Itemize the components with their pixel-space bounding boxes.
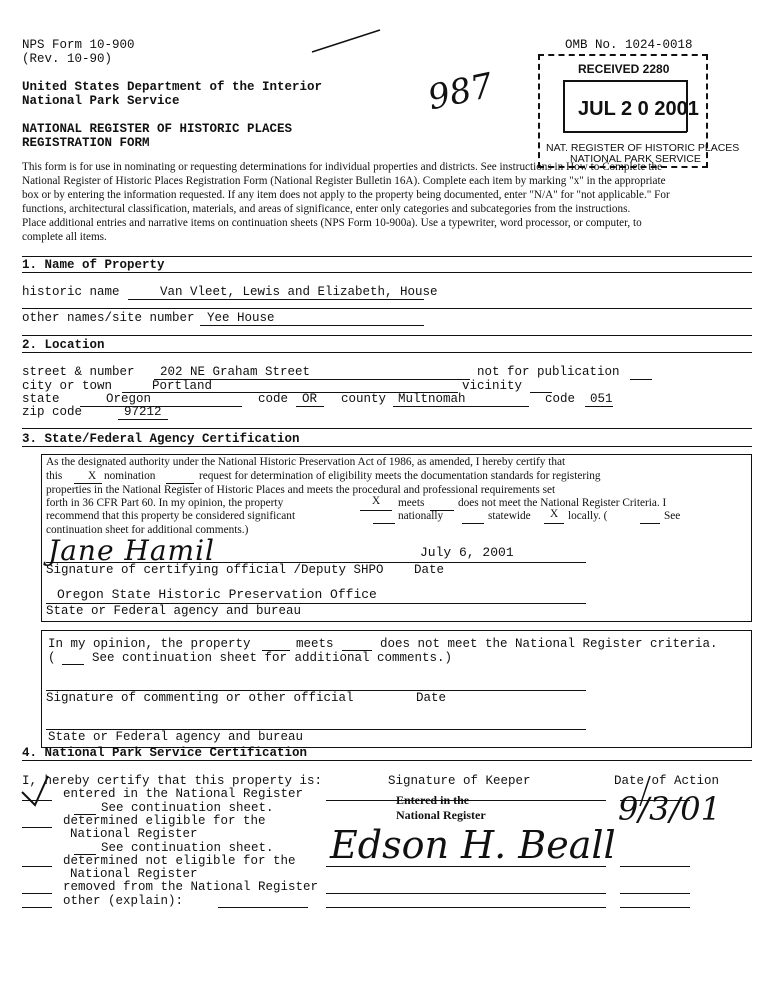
county-value[interactable]: Multnomah [398, 392, 466, 406]
state-label: state [22, 392, 60, 406]
certifying-signature-label: Signature of certifying official /Deputy SHPO [46, 563, 384, 577]
stamp-received: RECEIVED 2280 [578, 62, 670, 76]
instructions-line: National Register of Historic Places Registration Form (National Register Bulletin 16A). Complete each item by marking "x" in the appropriate [22, 175, 666, 187]
cert-line-2a: this [46, 470, 63, 482]
locally-check[interactable]: X [550, 508, 559, 520]
entered-stamp-line2: National Register [396, 808, 486, 822]
omb-number: OMB No. 1024-0018 [565, 38, 693, 52]
entered-label: entered in the National Register [63, 787, 304, 801]
historic-name-label: historic name [22, 285, 120, 299]
opinion-line-1c: does not meet the National Register criteria. [380, 637, 718, 651]
city-value[interactable]: Portland [152, 379, 213, 393]
county-code-label: code [545, 392, 576, 406]
comment-date-label: Date [416, 691, 447, 705]
cert-line-4c: does not meet the National Register Criteria. I [458, 497, 667, 509]
cert-line-6: continuation sheet for additional comments.) [46, 524, 249, 536]
cert-line-5a: recommend that this property be considered significant [46, 510, 296, 522]
not-eligible-label: determined not eligible for the [63, 854, 296, 868]
form-revision: (Rev. 10-90) [22, 52, 113, 66]
instructions-line: complete all items. [22, 231, 107, 243]
not-for-publication-label: not for publication [477, 365, 620, 379]
cert-line-5c: statewide [488, 510, 531, 522]
certifying-agency-label: State or Federal agency and bureau [46, 604, 302, 618]
instructions-line: box or by entering the information requested. If any item does not apply to the property being documented, enter "N/A" for "not applicable." For [22, 189, 670, 201]
other-date-line [620, 907, 690, 908]
city-label: city or town [22, 379, 113, 393]
form-number: NPS Form 10-900 [22, 38, 135, 52]
other-blank[interactable] [22, 907, 52, 908]
certification-date-value[interactable]: July 6, 2001 [420, 545, 514, 560]
section-2-heading: 2. Location [22, 338, 105, 352]
department-name: United States Department of the Interior [22, 80, 323, 94]
cert-line-2b: nomination [104, 470, 156, 482]
handwritten-number: 987 [424, 65, 497, 119]
state-code-value[interactable]: OR [302, 392, 318, 406]
not-eligible-label-2: National Register [70, 867, 198, 881]
street-value[interactable]: 202 NE Graham Street [160, 365, 311, 379]
cert-line-1: As the designated authority under the National Historic Preservation Act of 1986, as amended, I hereby certify that [46, 456, 566, 468]
opinion-line-1a: In my opinion, the property [48, 637, 251, 651]
removed-label: removed from the National Register [63, 880, 319, 894]
comment-signature-label: Signature of commenting or other official [46, 691, 354, 705]
cert-line-5d: locally. ( [568, 510, 608, 522]
opinion-line-1b: meets [296, 637, 334, 651]
zip-label: zip code [22, 405, 83, 419]
certification-date-label: Date [414, 563, 445, 577]
entered-blank[interactable] [22, 800, 52, 801]
zip-value[interactable]: 97212 [124, 405, 162, 419]
meets-check[interactable]: X [372, 495, 381, 507]
nps-certify-text: I, hereby certify that this property is: [22, 774, 323, 788]
eligible-blank[interactable] [22, 827, 52, 828]
street-label: street & number [22, 365, 135, 379]
comment-agency-label: State or Federal agency and bureau [48, 730, 304, 744]
eligible-continuation-label: See continuation sheet. [101, 841, 274, 855]
state-value[interactable]: Oregon [106, 392, 152, 406]
form-subtitle: REGISTRATION FORM [22, 136, 150, 150]
code-label: code [258, 392, 289, 406]
instructions-line: Place additional entries and narrative items on continuation sheets (NPS Form 10-900a). Use a typewriter, word processor, or computer, to [22, 217, 642, 229]
other-label: other (explain): [63, 894, 184, 908]
cert-line-5e: See [664, 510, 681, 522]
action-date-value[interactable]: 9/3/01 [618, 790, 721, 828]
form-title: NATIONAL REGISTER OF HISTORIC PLACES [22, 122, 293, 136]
not-eligible-date-line [620, 866, 690, 867]
section-4-heading: 4. National Park Service Certification [22, 746, 308, 760]
opinion-line-2b: See continuation sheet for additional comments.) [92, 651, 453, 665]
stamp-line1: NAT. REGISTER OF HISTORIC PLACES [546, 142, 740, 154]
service-name: National Park Service [22, 94, 180, 108]
certifying-signature: Jane Hamil [48, 534, 215, 567]
eligible-label-2: National Register [70, 827, 198, 841]
cert-line-4b: meets [398, 497, 425, 509]
instructions-line: functions, architectural classification, materials, and areas of significance, enter only categories and subcategories from the instructions. [22, 203, 631, 215]
section-1-heading: 1. Name of Property [22, 258, 165, 272]
keeper-signature-label: Signature of Keeper [388, 774, 531, 788]
certifying-agency-value[interactable]: Oregon State Historic Preservation Office [57, 587, 377, 602]
stamp-date: JUL 2 0 2001 [578, 98, 699, 120]
cert-line-5b: nationally [398, 510, 444, 522]
historic-name-value[interactable]: Van Vleet, Lewis and Elizabeth, House [160, 285, 438, 299]
other-names-value[interactable]: Yee House [207, 311, 275, 325]
other-keeper-line [326, 907, 606, 908]
county-code-value[interactable]: 051 [590, 392, 613, 406]
vicinity-label: vicinity [462, 379, 523, 393]
not-eligible-blank[interactable] [22, 866, 52, 867]
removed-date-line [620, 893, 690, 894]
date-of-action-label: Date of Action [614, 774, 720, 788]
entered-continuation-label: See continuation sheet. [101, 801, 274, 815]
cert-line-4a: forth in 36 CFR Part 60. In my opinion, the property [46, 497, 284, 509]
cert-line-2c: request for determination of eligibility meets the documentation standards for registering [199, 470, 601, 482]
other-names-label: other names/site number [22, 311, 195, 325]
keeper-signature: Edson H. Beall [330, 823, 616, 867]
other-explain-line[interactable] [218, 907, 308, 908]
cert-line-3: properties in the National Register of Historic Places and meets the procedural and professional requirements set [46, 484, 556, 496]
opinion-line-2a: ( [48, 651, 56, 665]
removed-keeper-line [326, 893, 606, 894]
stamp-line2: NATIONAL PARK SERVICE [570, 153, 701, 165]
instructions-line: This form is for use in nominating or requesting determinations for individual properties and districts. See instructions in How to Complete the [22, 161, 663, 173]
removed-blank[interactable] [22, 893, 52, 894]
nomination-check[interactable]: X [88, 470, 97, 482]
eligible-label: determined eligible for the [63, 814, 266, 828]
entered-stamp-line1: Entered in the [396, 793, 470, 807]
section-3-heading: 3. State/Federal Agency Certification [22, 432, 300, 446]
county-label: county [341, 392, 387, 406]
